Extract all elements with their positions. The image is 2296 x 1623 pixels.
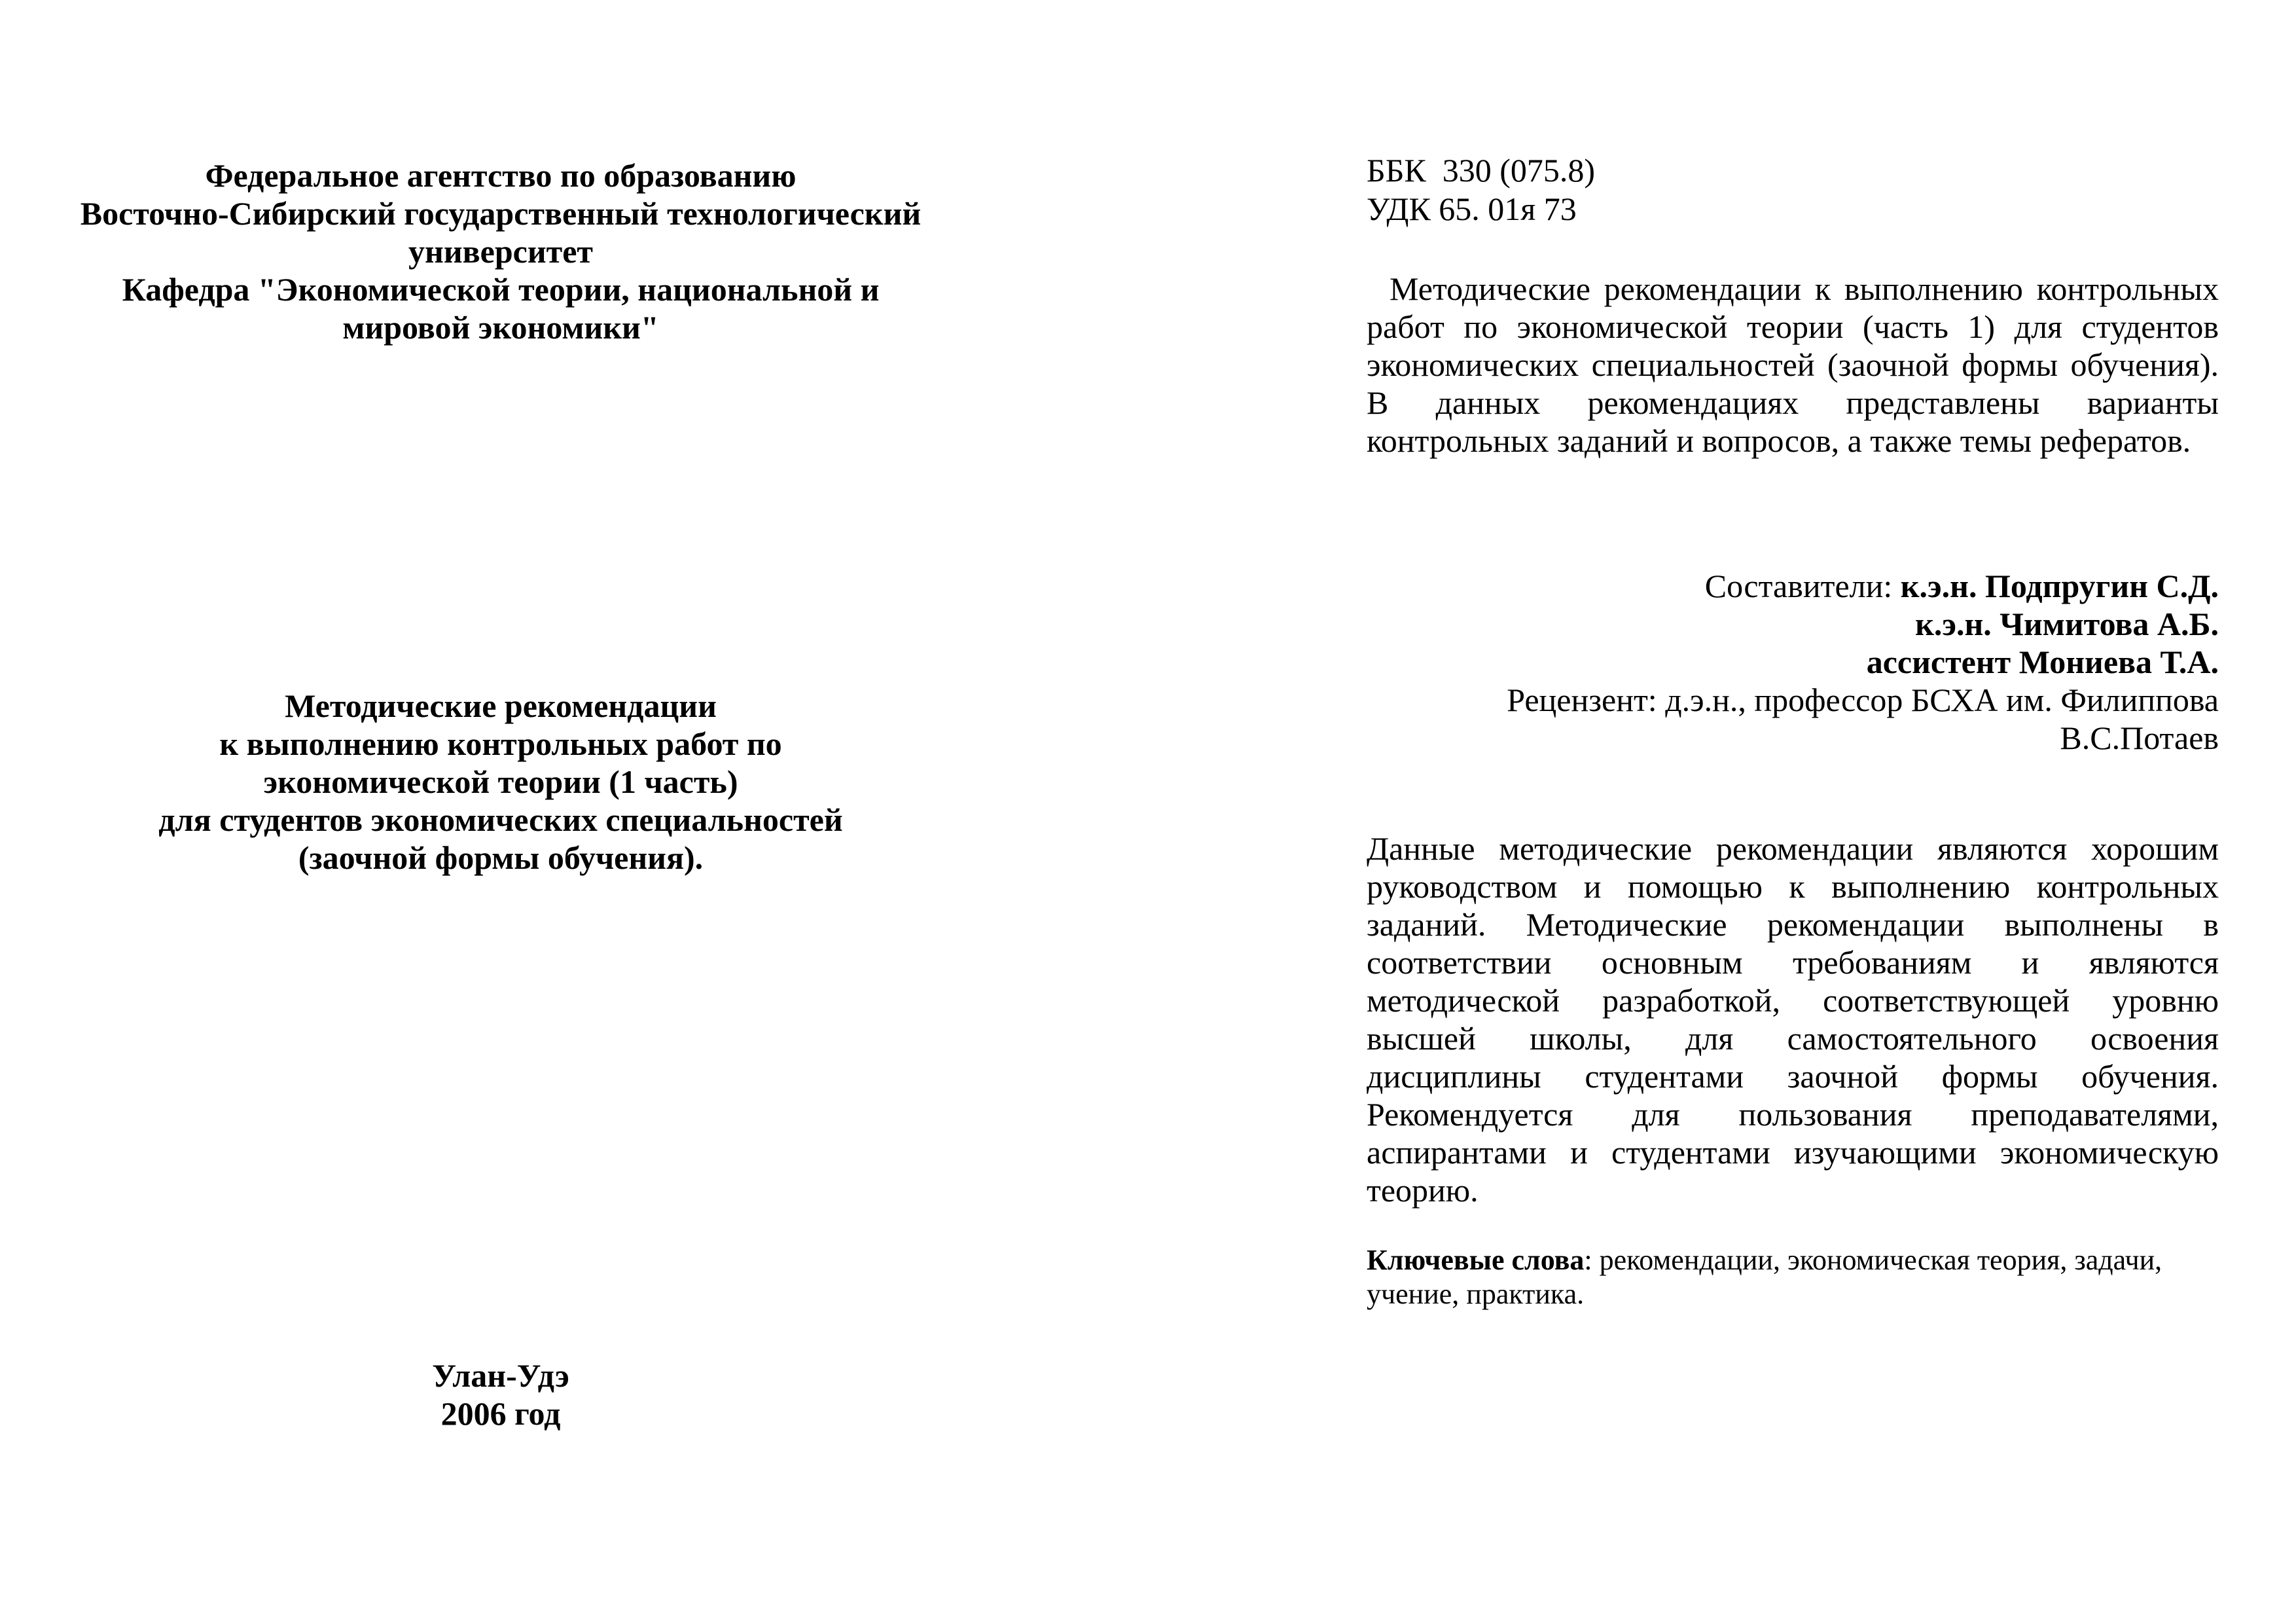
bbk-code: ББК 330 (075.8) xyxy=(1367,152,1596,189)
description-paragraph: Данные методические рекомендации являются хорошим руководством и помощью к выполнению контрольных заданий. Методические рекомендации выполнены в соответствии основным требованиям и являются методической разработкой, соответствующей уровню высшей школы, для самостоятельного освоения дисциплины студентами заочной формы обучения. Рекомендуется для пользования преподавателями, аспирантами и студентами изучающими экономическую теорию. xyxy=(1367,830,2219,1209)
udk-code: УДК 65. 01я 73 xyxy=(1367,191,1577,227)
compiler-name: к.э.н. Подпругин С.Д. xyxy=(1900,568,2219,604)
abstract-paragraph: Методические рекомендации к выполнению контрольных работ по экономической теории (часть 1) для студентов экономических специальностей (заочной формы обучения). В данных рекомендациях представлены варианты контрольных заданий и вопросов, а также темы рефератов. xyxy=(1367,270,2219,459)
document-title xyxy=(72,687,929,877)
title-line: экономической теории (1 часть) xyxy=(263,763,738,800)
reviewer-line: Рецензент: д.э.н., профессор БСХА им. Филиппова xyxy=(1507,682,2219,718)
header-line: Восточно-Сибирский государственный технологический xyxy=(80,195,922,232)
reviewer-line: В.С.Потаев xyxy=(2060,720,2219,756)
classification-codes xyxy=(1367,151,2219,228)
compiler-name: к.э.н. Чимитова А.Б. xyxy=(1915,606,2219,642)
header-line: университет xyxy=(408,233,593,270)
keywords-label: Ключевые слова xyxy=(1367,1244,1585,1276)
title-line: для студентов экономических специальностей xyxy=(158,801,843,838)
organization-header xyxy=(72,156,929,346)
keywords-line xyxy=(1367,1243,2219,1311)
year-line: 2006 год xyxy=(440,1395,561,1432)
title-line: Методические рекомендации xyxy=(285,687,717,724)
keywords-text: : рекомендации, экономическая теория, задачи, учение, практика. xyxy=(1367,1244,2162,1310)
left-page xyxy=(72,0,929,1623)
compilers-label: Составители: xyxy=(1704,568,1901,604)
title-line: (заочной формы обучения). xyxy=(298,839,704,876)
place-line: Улан-Удэ xyxy=(432,1357,569,1394)
header-line: Кафедра "Экономической теории, национальной и xyxy=(122,271,880,308)
imprint-block xyxy=(72,1357,929,1432)
compilers-block xyxy=(1367,567,2219,757)
header-line: мировой экономики" xyxy=(342,309,659,346)
compilers-line xyxy=(1367,567,2219,605)
right-page xyxy=(1367,0,2219,1623)
header-line: Федеральное агентство по образованию xyxy=(205,157,797,194)
compiler-name: ассистент Мониева Т.А. xyxy=(1866,644,2219,680)
title-line: к выполнению контрольных работ по xyxy=(219,725,782,762)
